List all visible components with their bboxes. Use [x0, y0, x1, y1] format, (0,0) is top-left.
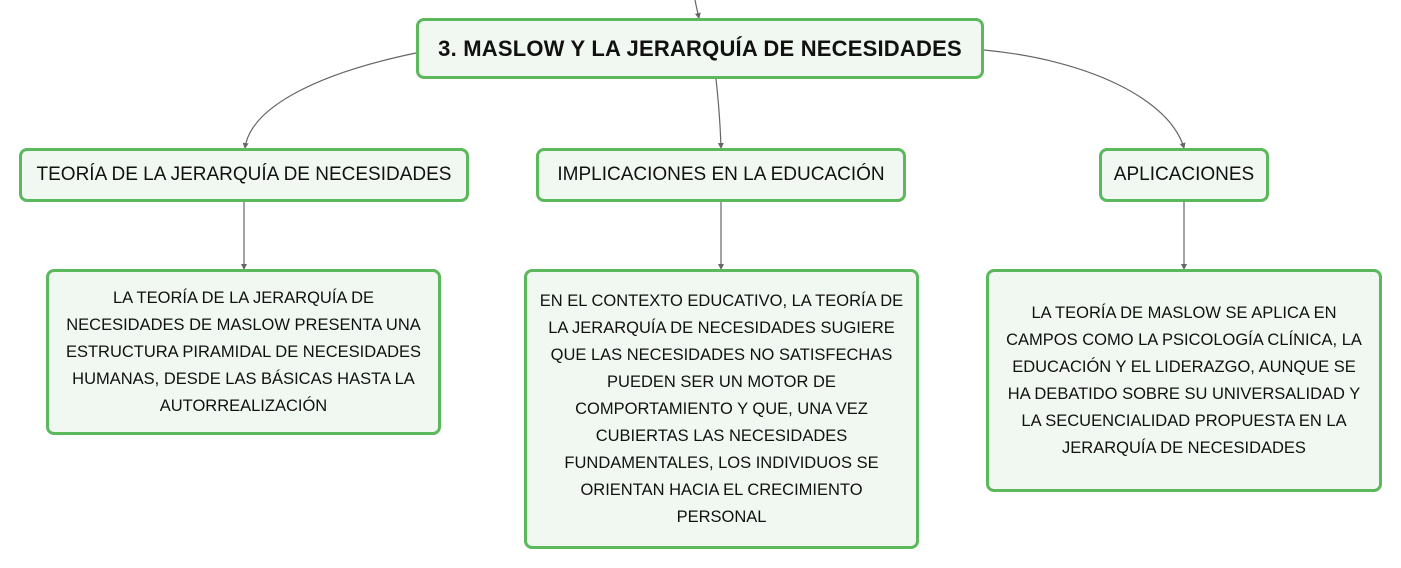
- detail-topic-text: LA TEORÍA DE LA JERARQUÍA DE NECESIDADES DE MASLOW PRESENTA UNA ESTRUCTURA PIRAMIDAL DE NECESIDADES HUMANAS, DESDE LAS BÁSICAS HASTA LA AUTORREALIZACIÓN: [65, 288, 422, 415]
- branch-topic-label: IMPLICACIONES EN LA EDUCACIÓN: [557, 164, 885, 185]
- detail-topic-text: EN EL CONTEXTO EDUCATIVO, LA TEORÍA DE LA JERARQUÍA DE NECESIDADES SUGIERE QUE LAS NECESIDADES NO SATISFECHAS PUEDEN SER UN MOTOR DE COMPORTAMIENTO Y QUE, UNA VEZ CUBIERTAS LAS NECESIDADES FUNDAMENTALES, LOS INDIVIDUOS SE ORIENTAN HACIA EL CRECIMIENTO PERSONAL: [539, 291, 904, 526]
- detail-topic-education-implications[interactable]: [524, 269, 919, 549]
- connector-root-to-education: [716, 79, 721, 148]
- detail-topic-applications[interactable]: [986, 269, 1382, 492]
- connector-root-to-applications: [984, 50, 1184, 148]
- connector-root-to-theory: [245, 53, 416, 148]
- detail-topic-text: LA TEORÍA DE MASLOW SE APLICA EN CAMPOS COMO LA PSICOLOGÍA CLÍNICA, LA EDUCACIÓN Y EL LIDERAZGO, AUNQUE SE HA DEBATIDO SOBRE SU UNIVERSALIDAD Y LA SECUENCIALIDAD PROPUESTA EN LA JERARQUÍA DE NECESIDADES: [1006, 303, 1362, 457]
- root-topic-title: 3. MASLOW Y LA JERARQUÍA DE NECESIDADES: [438, 35, 962, 61]
- branch-topic-education-implications[interactable]: [536, 148, 906, 202]
- detail-topic-hierarchy-theory[interactable]: [46, 269, 441, 435]
- root-topic[interactable]: [416, 18, 984, 79]
- branch-topic-hierarchy-theory[interactable]: [19, 148, 469, 202]
- branch-topic-applications[interactable]: [1099, 148, 1269, 202]
- connector-incoming-root: [695, 0, 699, 18]
- branch-topic-label: APLICACIONES: [1113, 164, 1255, 185]
- branch-topic-label: TEORÍA DE LA JERARQUÍA DE NECESIDADES: [36, 164, 452, 185]
